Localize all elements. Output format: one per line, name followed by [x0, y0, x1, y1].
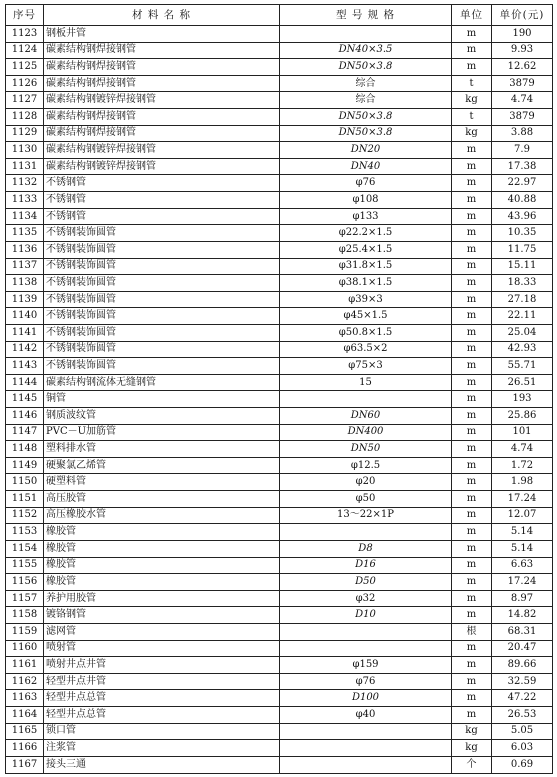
model-spec [280, 640, 452, 657]
material-name: 不锈钢管 [44, 208, 280, 225]
model-spec: 综合 [280, 75, 452, 92]
material-name: 碳素结构钢焊接钢管 [44, 109, 280, 126]
model-spec: DN50×3.8 [280, 125, 452, 142]
model-spec [280, 524, 452, 541]
material-name: 硬塑料管 [44, 474, 280, 491]
table-row [6, 241, 553, 258]
material-name: 注浆管 [44, 740, 280, 757]
model-spec [280, 623, 452, 640]
model-spec: φ40 [280, 706, 452, 723]
model-spec: 综合 [280, 92, 452, 109]
table-row [6, 457, 553, 474]
unit-price: 10.35 [492, 225, 553, 242]
table-row [6, 208, 553, 225]
material-name: 不锈钢装饰圆管 [44, 308, 280, 325]
unit: t [452, 75, 492, 92]
table-row [6, 275, 553, 292]
row-number: 1158 [6, 607, 44, 624]
unit: m [452, 192, 492, 209]
material-name: 高压胶管 [44, 491, 280, 508]
unit: m [452, 324, 492, 341]
table-row [6, 673, 553, 690]
model-spec: DN20 [280, 142, 452, 159]
row-number: 1134 [6, 208, 44, 225]
table-body [6, 26, 553, 774]
row-number: 1147 [6, 424, 44, 441]
table-row [6, 756, 553, 773]
unit-price: 40.88 [492, 192, 553, 209]
unit: m [452, 690, 492, 707]
model-spec: 13～22×1P [280, 507, 452, 524]
unit: kg [452, 125, 492, 142]
row-number: 1165 [6, 723, 44, 740]
material-name: 不锈钢装饰圆管 [44, 275, 280, 292]
unit: m [452, 26, 492, 43]
unit: m [452, 507, 492, 524]
header-spec: 型 号 规 格 [280, 5, 452, 26]
model-spec: φ32 [280, 590, 452, 607]
unit: m [452, 457, 492, 474]
unit: m [452, 208, 492, 225]
unit-price: 5.05 [492, 723, 553, 740]
model-spec [280, 740, 452, 757]
unit: m [452, 391, 492, 408]
table-row [6, 540, 553, 557]
model-spec: φ20 [280, 474, 452, 491]
model-spec [280, 723, 452, 740]
material-name: 碳素结构钢焊接钢管 [44, 125, 280, 142]
unit: m [452, 491, 492, 508]
table-row [6, 142, 553, 159]
table-row [6, 92, 553, 109]
unit-price: 22.11 [492, 308, 553, 325]
row-number: 1156 [6, 574, 44, 591]
model-spec [280, 26, 452, 43]
table-row [6, 26, 553, 43]
unit-price: 1.72 [492, 457, 553, 474]
row-number: 1129 [6, 125, 44, 142]
unit: m [452, 358, 492, 375]
unit-price: 25.04 [492, 324, 553, 341]
row-number: 1139 [6, 291, 44, 308]
row-number: 1128 [6, 109, 44, 126]
table-row [6, 324, 553, 341]
table-row [6, 42, 553, 59]
unit: m [452, 158, 492, 175]
unit: kg [452, 92, 492, 109]
header-row [6, 5, 553, 26]
material-name: 碳素结构钢镀锌焊接钢管 [44, 92, 280, 109]
unit: m [452, 42, 492, 59]
unit-price: 193 [492, 391, 553, 408]
row-number: 1126 [6, 75, 44, 92]
material-name: 碳素结构钢焊接钢管 [44, 75, 280, 92]
table-row [6, 607, 553, 624]
material-name: 钢板井管 [44, 26, 280, 43]
unit: m [452, 408, 492, 425]
unit-price: 32.59 [492, 673, 553, 690]
material-name: 不锈钢装饰圆管 [44, 291, 280, 308]
material-name: 碳素结构钢流体无缝钢管 [44, 374, 280, 391]
unit: m [452, 175, 492, 192]
table-row [6, 441, 553, 458]
material-name: 不锈钢装饰圆管 [44, 358, 280, 375]
row-number: 1130 [6, 142, 44, 159]
model-spec: φ76 [280, 673, 452, 690]
table-row [6, 225, 553, 242]
material-name: 橡胶管 [44, 574, 280, 591]
table-row [6, 491, 553, 508]
row-number: 1138 [6, 275, 44, 292]
material-name: 不锈钢装饰圆管 [44, 324, 280, 341]
unit: 个 [452, 756, 492, 773]
unit-price: 1.98 [492, 474, 553, 491]
material-name: 塑料排水管 [44, 441, 280, 458]
unit-price: 43.96 [492, 208, 553, 225]
row-number: 1140 [6, 308, 44, 325]
row-number: 1145 [6, 391, 44, 408]
model-spec: φ25.4×1.5 [280, 241, 452, 258]
unit: m [452, 474, 492, 491]
unit: m [452, 291, 492, 308]
model-spec: φ31.8×1.5 [280, 258, 452, 275]
unit-price: 20.47 [492, 640, 553, 657]
unit: m [452, 374, 492, 391]
table-row [6, 374, 553, 391]
model-spec: φ108 [280, 192, 452, 209]
unit-price: 5.14 [492, 540, 553, 557]
unit: m [452, 706, 492, 723]
model-spec: φ39×3 [280, 291, 452, 308]
material-name: 喷射管 [44, 640, 280, 657]
table-row [6, 623, 553, 640]
row-number: 1157 [6, 590, 44, 607]
unit-price: 22.97 [492, 175, 553, 192]
material-name: 轻型井点井管 [44, 673, 280, 690]
row-number: 1154 [6, 540, 44, 557]
row-number: 1146 [6, 408, 44, 425]
table-row [6, 574, 553, 591]
unit-price: 5.14 [492, 524, 553, 541]
unit-price: 89.66 [492, 657, 553, 674]
material-name: 硬聚氯乙烯管 [44, 457, 280, 474]
row-number: 1161 [6, 657, 44, 674]
table-row [6, 125, 553, 142]
unit: 根 [452, 623, 492, 640]
unit: m [452, 557, 492, 574]
table-row [6, 258, 553, 275]
unit-price: 101 [492, 424, 553, 441]
material-name: 不锈钢装饰圆管 [44, 225, 280, 242]
unit-price: 42.93 [492, 341, 553, 358]
unit-price: 12.62 [492, 59, 553, 76]
material-name: 橡胶管 [44, 524, 280, 541]
row-number: 1164 [6, 706, 44, 723]
model-spec: D100 [280, 690, 452, 707]
unit-price: 26.53 [492, 706, 553, 723]
material-name: 不锈钢管 [44, 175, 280, 192]
row-number: 1136 [6, 241, 44, 258]
material-name: 轻型井点总管 [44, 706, 280, 723]
header-price: 单价(元) [492, 5, 553, 26]
unit: kg [452, 740, 492, 757]
material-name: 不锈钢管 [44, 192, 280, 209]
unit-price: 6.63 [492, 557, 553, 574]
row-number: 1166 [6, 740, 44, 757]
header-unit: 单位 [452, 5, 492, 26]
row-number: 1144 [6, 374, 44, 391]
table-row [6, 524, 553, 541]
row-number: 1132 [6, 175, 44, 192]
model-spec: 15 [280, 374, 452, 391]
table-row [6, 408, 553, 425]
unit: m [452, 590, 492, 607]
row-number: 1142 [6, 341, 44, 358]
unit: m [452, 607, 492, 624]
unit-price: 4.74 [492, 92, 553, 109]
table-row [6, 507, 553, 524]
row-number: 1149 [6, 457, 44, 474]
unit-price: 17.24 [492, 574, 553, 591]
model-spec: DN50×3.8 [280, 109, 452, 126]
material-name: 橡胶管 [44, 540, 280, 557]
row-number: 1123 [6, 26, 44, 43]
model-spec: φ45×1.5 [280, 308, 452, 325]
material-name: 锁口管 [44, 723, 280, 740]
model-spec: DN40 [280, 158, 452, 175]
model-spec: φ76 [280, 175, 452, 192]
model-spec: φ22.2×1.5 [280, 225, 452, 242]
model-spec: D16 [280, 557, 452, 574]
material-name: PVC－U加筋管 [44, 424, 280, 441]
unit: m [452, 441, 492, 458]
model-spec: D8 [280, 540, 452, 557]
unit: m [452, 275, 492, 292]
material-name: 不锈钢装饰圆管 [44, 341, 280, 358]
table-row [6, 474, 553, 491]
row-number: 1148 [6, 441, 44, 458]
unit: m [452, 540, 492, 557]
unit: m [452, 258, 492, 275]
table-row [6, 341, 553, 358]
table-row [6, 109, 553, 126]
table-row [6, 308, 553, 325]
unit-price: 55.71 [492, 358, 553, 375]
row-number: 1131 [6, 158, 44, 175]
table-row [6, 391, 553, 408]
unit: m [452, 673, 492, 690]
unit: m [452, 640, 492, 657]
unit-price: 68.31 [492, 623, 553, 640]
table-row [6, 640, 553, 657]
unit: t [452, 109, 492, 126]
material-name: 碳素结构钢焊接钢管 [44, 59, 280, 76]
table-row [6, 657, 553, 674]
model-spec: DN400 [280, 424, 452, 441]
model-spec: φ133 [280, 208, 452, 225]
unit-price: 6.03 [492, 740, 553, 757]
material-name: 滤网管 [44, 623, 280, 640]
unit-price: 190 [492, 26, 553, 43]
material-name: 碳素结构钢焊接钢管 [44, 42, 280, 59]
model-spec: DN50 [280, 441, 452, 458]
row-number: 1153 [6, 524, 44, 541]
unit-price: 9.93 [492, 42, 553, 59]
model-spec: DN40×3.5 [280, 42, 452, 59]
material-name: 养护用胶管 [44, 590, 280, 607]
unit-price: 3879 [492, 109, 553, 126]
material-name: 钢质波纹管 [44, 408, 280, 425]
material-name: 不锈钢装饰圆管 [44, 241, 280, 258]
table-row [6, 158, 553, 175]
table-row [6, 723, 553, 740]
model-spec: φ50 [280, 491, 452, 508]
model-spec: φ12.5 [280, 457, 452, 474]
unit: m [452, 59, 492, 76]
table-row [6, 59, 553, 76]
table-row [6, 690, 553, 707]
row-number: 1133 [6, 192, 44, 209]
material-name: 轻型井点总管 [44, 690, 280, 707]
row-number: 1160 [6, 640, 44, 657]
row-number: 1150 [6, 474, 44, 491]
table-row [6, 706, 553, 723]
model-spec: φ159 [280, 657, 452, 674]
unit-price: 12.07 [492, 507, 553, 524]
unit-price: 47.22 [492, 690, 553, 707]
unit: m [452, 308, 492, 325]
row-number: 1162 [6, 673, 44, 690]
unit-price: 17.24 [492, 491, 553, 508]
material-name: 喷射井点井管 [44, 657, 280, 674]
row-number: 1127 [6, 92, 44, 109]
unit: m [452, 574, 492, 591]
unit: m [452, 142, 492, 159]
unit-price: 15.11 [492, 258, 553, 275]
row-number: 1155 [6, 557, 44, 574]
unit: kg [452, 723, 492, 740]
table-row [6, 740, 553, 757]
material-name: 接头三通 [44, 756, 280, 773]
table-row [6, 175, 553, 192]
row-number: 1124 [6, 42, 44, 59]
unit-price: 17.38 [492, 158, 553, 175]
table-row [6, 358, 553, 375]
unit-price: 7.9 [492, 142, 553, 159]
unit: m [452, 524, 492, 541]
table-row [6, 590, 553, 607]
unit-price: 3879 [492, 75, 553, 92]
unit: m [452, 241, 492, 258]
row-number: 1143 [6, 358, 44, 375]
row-number: 1163 [6, 690, 44, 707]
unit-price: 26.51 [492, 374, 553, 391]
unit: m [452, 225, 492, 242]
model-spec: D10 [280, 607, 452, 624]
table-row [6, 75, 553, 92]
header-no: 序号 [6, 5, 44, 26]
unit-price: 3.88 [492, 125, 553, 142]
header-name: 材 料 名 称 [44, 5, 280, 26]
unit-price: 25.86 [492, 408, 553, 425]
model-spec: φ75×3 [280, 358, 452, 375]
row-number: 1135 [6, 225, 44, 242]
table-row [6, 557, 553, 574]
unit-price: 11.75 [492, 241, 553, 258]
row-number: 1151 [6, 491, 44, 508]
material-name: 碳素结构钢镀锌焊接钢管 [44, 142, 280, 159]
unit-price: 4.74 [492, 441, 553, 458]
unit: m [452, 657, 492, 674]
unit-price: 8.97 [492, 590, 553, 607]
model-spec: DN50×3.8 [280, 59, 452, 76]
unit-price: 0.69 [492, 756, 553, 773]
unit-price: 18.33 [492, 275, 553, 292]
row-number: 1159 [6, 623, 44, 640]
row-number: 1137 [6, 258, 44, 275]
model-spec: D50 [280, 574, 452, 591]
material-name: 不锈钢装饰圆管 [44, 258, 280, 275]
material-price-table [5, 4, 553, 774]
material-name: 橡胶管 [44, 557, 280, 574]
model-spec: φ63.5×2 [280, 341, 452, 358]
table-row [6, 424, 553, 441]
row-number: 1152 [6, 507, 44, 524]
table-row [6, 291, 553, 308]
row-number: 1141 [6, 324, 44, 341]
unit-price: 27.18 [492, 291, 553, 308]
model-spec: φ50.8×1.5 [280, 324, 452, 341]
material-name: 铜管 [44, 391, 280, 408]
model-spec: φ38.1×1.5 [280, 275, 452, 292]
unit: m [452, 341, 492, 358]
model-spec [280, 391, 452, 408]
material-name: 高压橡胶水管 [44, 507, 280, 524]
table-row [6, 192, 553, 209]
material-name: 碳素结构钢镀锌焊接钢管 [44, 158, 280, 175]
material-name: 镀铬钢管 [44, 607, 280, 624]
row-number: 1125 [6, 59, 44, 76]
model-spec: DN60 [280, 408, 452, 425]
model-spec [280, 756, 452, 773]
unit-price: 14.82 [492, 607, 553, 624]
row-number: 1167 [6, 756, 44, 773]
unit: m [452, 424, 492, 441]
